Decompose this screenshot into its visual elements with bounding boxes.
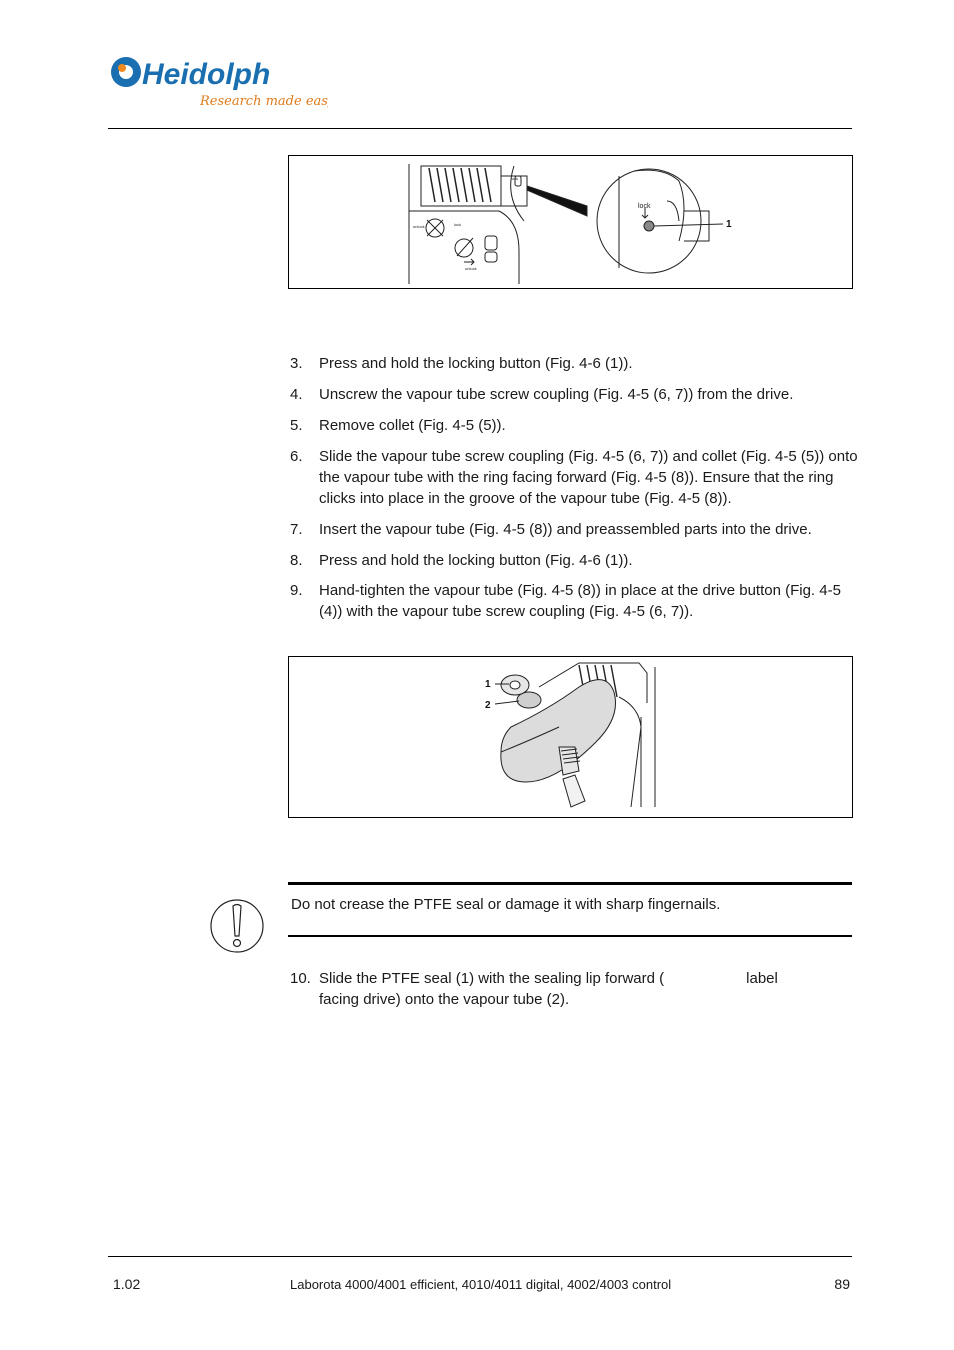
step-number: 10. bbox=[290, 970, 311, 987]
brand-tagline: Research made easy bbox=[200, 94, 328, 109]
step-number: 4. bbox=[290, 386, 303, 403]
step-5 bbox=[290, 415, 860, 436]
step-number: 7. bbox=[290, 521, 303, 538]
step-9 bbox=[290, 580, 860, 622]
figure-ptfe-seal bbox=[288, 656, 853, 818]
step-number: 8. bbox=[290, 552, 303, 569]
note-top-rule bbox=[288, 882, 852, 885]
step-text: Remove collet (Fig. 4-5 (5)). bbox=[319, 417, 506, 434]
figure-locking-button bbox=[288, 155, 853, 289]
step-text-a: Slide the PTFE seal (1) with the sealing lip forward ( bbox=[319, 970, 665, 987]
ptfe-seal-illustration bbox=[289, 657, 852, 817]
footer-rule bbox=[108, 1256, 852, 1257]
step-3 bbox=[290, 353, 860, 374]
unlock-label-a: unlock bbox=[413, 224, 425, 229]
callout-2: 2 bbox=[485, 700, 491, 711]
step-10 bbox=[290, 968, 830, 1010]
step-8 bbox=[290, 550, 860, 571]
step-number: 6. bbox=[290, 448, 303, 465]
lock-label-small: lock bbox=[511, 176, 519, 181]
footer-title: Laborota 4000/4001 efficient, 4010/4011 digital, 4002/4003 control bbox=[290, 1277, 672, 1292]
step-text: Slide the vapour tube screw coupling (Fig. 4-5 (6, 7)) and collet (Fig. 4-5 (5)) onto the vapour tube with the ring facing forward (Fig. 4-5 (8)). Ensure that the ring clicks into place in the groove of the vapour tube (Fig. 4-5 (8)). bbox=[319, 448, 858, 507]
step-number: 3. bbox=[290, 355, 303, 372]
locking-button-illustration bbox=[289, 156, 852, 288]
step-text: Press and hold the locking button (Fig. 4-6 (1)). bbox=[319, 355, 633, 372]
header-rule bbox=[108, 128, 852, 129]
step-text: Press and hold the locking button (Fig. 4-6 (1)). bbox=[319, 552, 633, 569]
unlock-label-b: unlock bbox=[465, 266, 477, 271]
lock-label-zoom: lock bbox=[638, 203, 651, 210]
step-number: 9. bbox=[290, 582, 303, 599]
step-6 bbox=[290, 446, 860, 509]
note-bottom-rule bbox=[288, 935, 852, 937]
step-text-c: facing drive) onto the vapour tube (2). bbox=[319, 991, 570, 1008]
step-text-b: label bbox=[746, 970, 778, 987]
callout-1: 1 bbox=[485, 679, 491, 690]
step-7 bbox=[290, 519, 860, 540]
brand-name: Heidolph bbox=[142, 58, 271, 91]
step-text: Hand-tighten the vapour tube (Fig. 4-5 (8)) in place at the drive button (Fig. 4-5 (4)) with the vapour tube screw coupling (Fig. 4-5 (6, 7)). bbox=[319, 582, 841, 620]
step-text: Insert the vapour tube (Fig. 4-5 (8)) and preassembled parts into the drive. bbox=[319, 521, 812, 538]
lock-label-b: lock bbox=[454, 222, 462, 227]
note-text: Do not crease the PTFE seal or damage it with sharp fingernails. bbox=[291, 896, 721, 913]
heidolph-logo bbox=[108, 50, 328, 112]
step-text: Unscrew the vapour tube screw coupling (Fig. 4-5 (6, 7)) from the drive. bbox=[319, 386, 794, 403]
step-4 bbox=[290, 384, 860, 405]
footer-version: 1.02 bbox=[113, 1276, 141, 1292]
callout-1: 1 bbox=[726, 219, 732, 230]
caution-icon bbox=[209, 896, 265, 954]
page-number: 89 bbox=[834, 1276, 850, 1292]
step-number: 5. bbox=[290, 417, 303, 434]
